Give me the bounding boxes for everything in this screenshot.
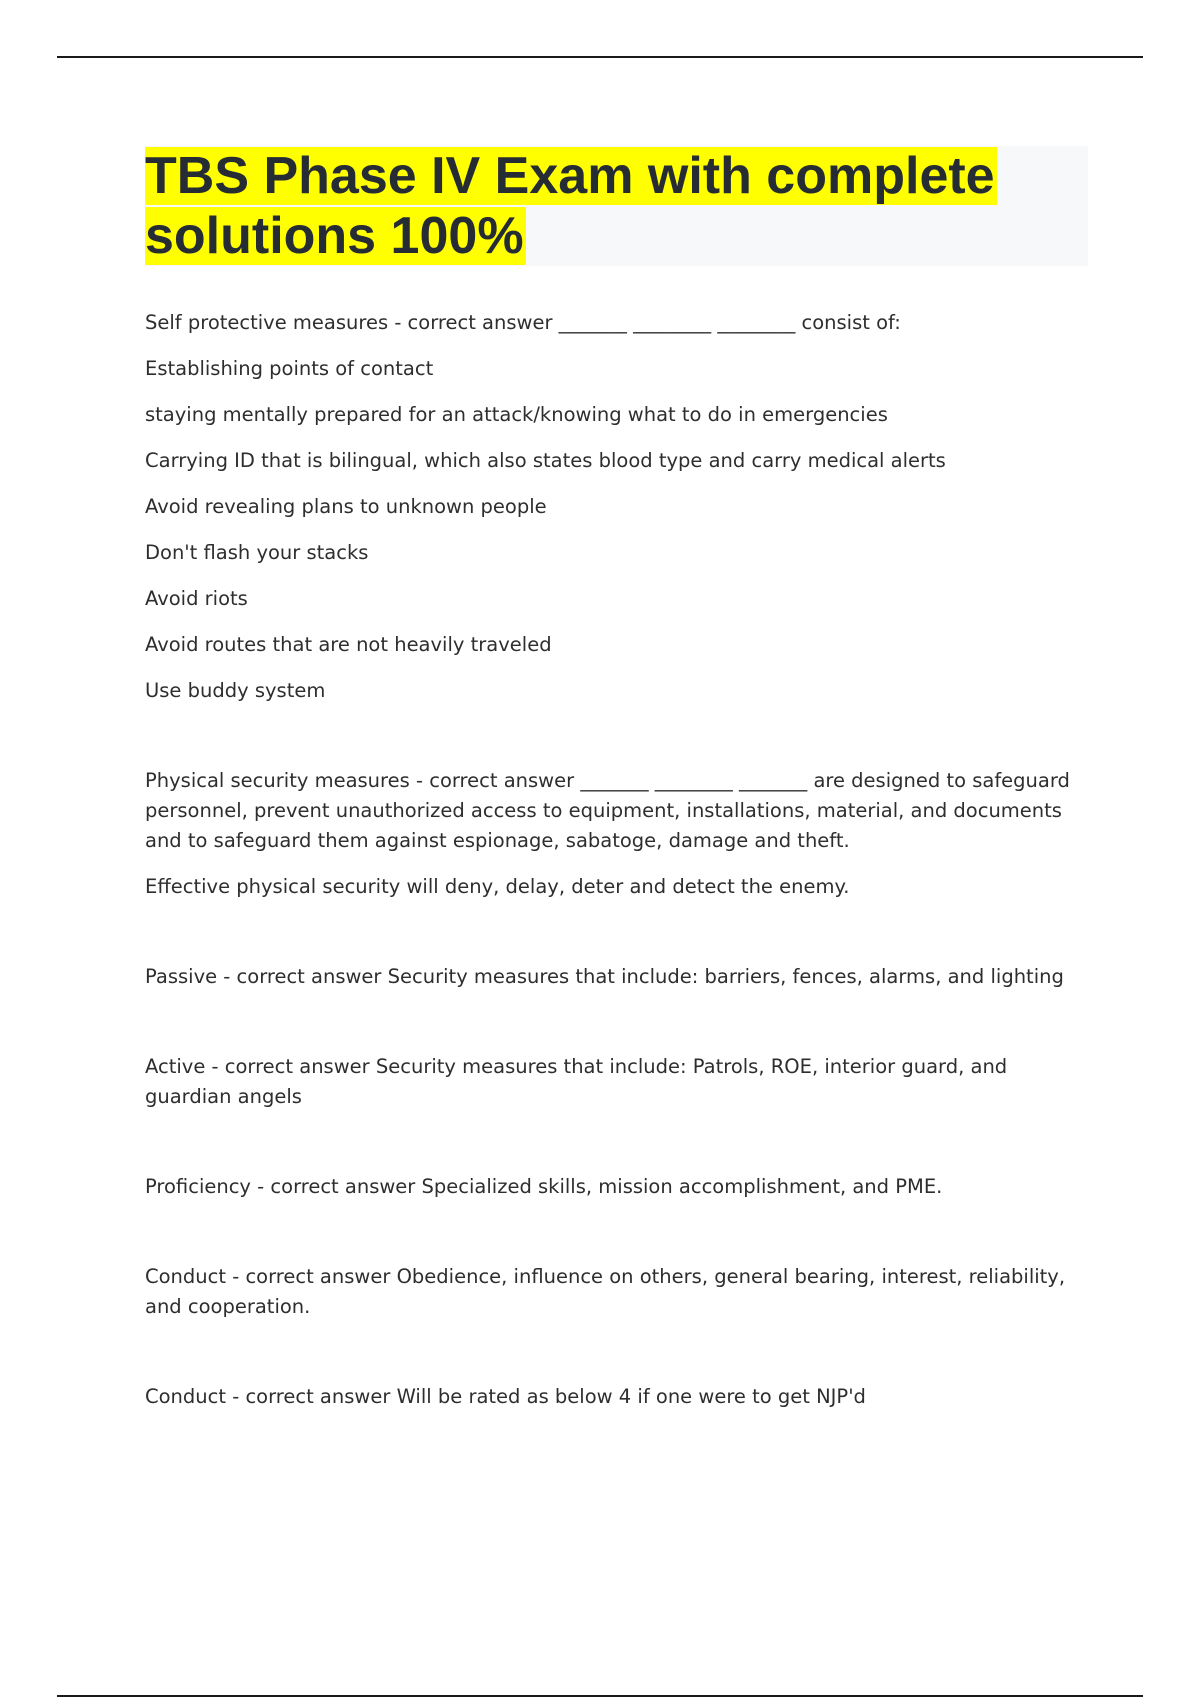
qa-term: Conduct — [145, 1385, 227, 1408]
qa-entry — [145, 1052, 1095, 1112]
qa-detail: Effective physical security will deny, delay, deter and detect the enemy. — [145, 875, 850, 898]
qa-term: Proficiency — [145, 1175, 251, 1198]
title-highlight: TBS Phase IV Exam with complete solutions 100% — [145, 147, 995, 265]
document-title — [145, 146, 1088, 266]
qa-question — [145, 308, 1095, 338]
qa-detail: Use buddy system — [145, 679, 326, 702]
qa-detail: Establishing points of contact — [145, 357, 434, 380]
qa-answer: Will be rated as below 4 if one were to get NJP'd — [396, 1385, 866, 1408]
qa-question — [145, 1262, 1095, 1322]
qa-answer: Security measures that include: barriers, fences, alarms, and lighting — [387, 965, 1064, 988]
qa-question — [145, 962, 1095, 992]
qa-term: Conduct — [145, 1265, 227, 1288]
footer-rule — [57, 1695, 1143, 1697]
qa-entry — [145, 1262, 1095, 1322]
qa-entry — [145, 1172, 1095, 1202]
qa-detail: Avoid routes that are not heavily traveled — [145, 633, 552, 656]
qa-separator: - correct answer — [217, 965, 388, 988]
qa-detail: Avoid revealing plans to unknown people — [145, 495, 547, 518]
qa-answer: _______ ________ ________ consist of: — [558, 311, 901, 334]
entry-spacer — [145, 902, 1095, 962]
qa-entry — [145, 308, 1095, 706]
qa-entry — [145, 962, 1095, 992]
qa-separator: - correct answer — [205, 1055, 376, 1078]
entry-spacer — [145, 706, 1095, 766]
entry-spacer — [145, 992, 1095, 1052]
qa-answer: Obedience, influence on others, general bearing, interest, reliability, and cooperation. — [145, 1265, 1066, 1318]
qa-term: Self protective measures — [145, 311, 389, 334]
qa-separator: - correct answer — [409, 769, 581, 792]
qa-answer: _______ ________ _______ are designed to safeguard personnel, prevent unauthorized access to equipment, installations, material, and documents and to safeguard them against espionage, sabatoge, damage and theft. — [145, 769, 1070, 852]
qa-term: Active — [145, 1055, 206, 1078]
qa-detail: staying mentally prepared for an attack/knowing what to do in emergencies — [145, 403, 888, 426]
qa-entry — [145, 1382, 1095, 1412]
qa-separator: - correct answer — [226, 1265, 397, 1288]
header-rule — [57, 56, 1143, 58]
qa-question — [145, 766, 1095, 856]
qa-question — [145, 1172, 1095, 1202]
qa-term: Passive — [145, 965, 218, 988]
qa-question — [145, 1382, 1095, 1412]
entry-spacer — [145, 1322, 1095, 1382]
qa-detail: Carrying ID that is bilingual, which also states blood type and carry medical alerts — [145, 449, 946, 472]
qa-separator: - correct answer — [250, 1175, 422, 1198]
qa-separator: - correct answer — [226, 1385, 397, 1408]
entry-spacer — [145, 1202, 1095, 1262]
entry-spacer — [145, 1112, 1095, 1172]
qa-detail: Don't flash your stacks — [145, 541, 369, 564]
title-block — [145, 146, 1088, 266]
qa-question — [145, 1052, 1095, 1112]
qa-answer: Security measures that include: Patrols, ROE, interior guard, and guardian angels — [145, 1055, 1008, 1108]
document-body — [145, 308, 1095, 1412]
qa-term: Physical security measures — [145, 769, 410, 792]
qa-detail: Avoid riots — [145, 587, 248, 610]
qa-entry — [145, 766, 1095, 902]
qa-separator: - correct answer — [388, 311, 559, 334]
qa-answer: Specialized skills, mission accomplishment, and PME. — [421, 1175, 943, 1198]
